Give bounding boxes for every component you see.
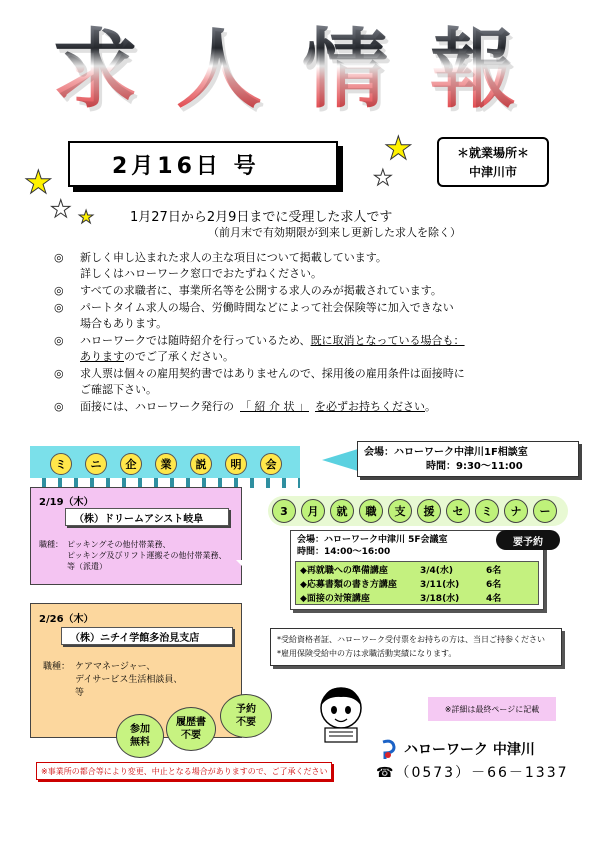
note-text: 詳しくはハローワーク窓口でおたずねください。 [80, 267, 322, 280]
seminar-capacity: 4名 [486, 593, 502, 604]
double-circle-icon: ◎ [54, 400, 64, 413]
double-circle-icon: ◎ [54, 334, 64, 347]
mascot-icon [315, 684, 367, 744]
briefing-time: 時間：9:30～11:00 [426, 461, 523, 472]
note-text: すべての求職者に、事業所名等を公開する求人のみが掲載されています。 [80, 284, 442, 297]
banner-char: 会 [260, 453, 282, 475]
note-underlined-text: あります [80, 350, 124, 363]
banner-char: 明 [225, 453, 247, 475]
memo-text: *受給資格者証、ハローワーク受付票をお持ちの方は、当日ご持参ください [277, 635, 545, 644]
job-type: 等 [75, 688, 85, 698]
star-icon: ★ [78, 207, 95, 228]
seminar-char: セ [446, 499, 470, 523]
note-text: パートタイム求人の場合、労働時間などによって社会保険等に加入できない [80, 301, 454, 314]
seminar-list [295, 561, 539, 605]
note-underlined-text: を必ずお持ちください [315, 400, 425, 413]
hellowork-name: ハローワーク 中津川 [404, 742, 535, 758]
hellowork-logo-icon [377, 739, 399, 761]
job-type: デイサービス生活相談員、 [75, 675, 183, 685]
banner-char: 説 [190, 453, 212, 475]
seminar-char: 3 [272, 499, 296, 523]
work-location-label: ＊就業場所＊ [456, 146, 529, 160]
double-circle-icon: ◎ [54, 367, 64, 380]
seminar-char: 職 [359, 499, 383, 523]
briefing-venue: 会場：ハローワーク中津川1F相談室 [364, 447, 528, 458]
note-text: 新しく申し込まれた求人の主な項目について掲載しています。 [80, 251, 387, 264]
star-icon: ★ [373, 166, 393, 191]
issue-date: 2月16日 号 [68, 141, 338, 187]
title-char-4: 報 [430, 20, 516, 120]
job-label: 職種： [39, 540, 63, 549]
seminar-venue: 会場：ハローワーク中津川 5F会議室 [297, 535, 448, 545]
note-text: のでご了承ください。 [124, 350, 234, 363]
seminar-char: 援 [417, 499, 441, 523]
note-text: ハローワークでは随時紹介を行っているため、 [80, 334, 311, 347]
seminar-row [296, 562, 538, 576]
note-underlined-text: 既に取消となっている場合も： [310, 334, 465, 347]
banner-char: 業 [155, 453, 177, 475]
job-type: ピッキング及びリフト運搬その他付帯業務、 [67, 551, 227, 560]
note-text: 求人票は個々の雇用契約書ではありませんので、採用後の雇用条件は面接時に [80, 367, 465, 380]
seminar-title: ◆面接の対策講座 [300, 593, 370, 604]
seminar-time: 時間：14:00～16:00 [297, 547, 391, 557]
note-text: 場合もあります。 [80, 317, 168, 330]
note-item [54, 300, 554, 332]
arrow-left-icon [322, 449, 358, 471]
note-item [54, 366, 554, 398]
note-item [54, 283, 554, 299]
seminar-title: ◆応募書類の書き方講座 [300, 579, 397, 590]
hellowork-phone: ☎（0573）－66－1337 [376, 765, 569, 781]
seminar-capacity: 6名 [486, 565, 502, 576]
work-location-box [437, 137, 549, 187]
seminar-char: 支 [388, 499, 412, 523]
seminar-char: ナ [504, 499, 528, 523]
seminar-date: 3/11(水) [420, 579, 460, 590]
no-reservation-badge: 予約 不要 [220, 694, 272, 738]
star-icon: ★ [384, 129, 413, 167]
banner-char: 企 [120, 453, 142, 475]
briefing-venue-box [357, 441, 579, 477]
note-item [54, 250, 554, 282]
company-name: （株）ドリームアシスト岐阜 [65, 508, 229, 526]
note-text: 面接には、ハローワーク発行の [80, 400, 234, 413]
seminar-char: ー [533, 499, 557, 523]
change-notice: ※事業所の都合等により変更、中止となる場合がありますので、ご了承ください [36, 762, 332, 780]
job-type: 等（派遣） [67, 562, 107, 571]
intro-text: 1月27日から2月9日までに受理した求人です [130, 210, 393, 225]
seminar-capacity: 6名 [486, 579, 502, 590]
double-circle-icon: ◎ [54, 284, 64, 297]
company-date: 2/19（木） [39, 497, 94, 508]
details-note: ※詳細は最終ページに記載 [428, 697, 556, 721]
title-char-2: 人 [176, 20, 262, 120]
seminar-title: ◆再就職への準備講座 [300, 565, 388, 576]
note-text: ご確認下さい。 [80, 383, 157, 396]
card-corner-fold [236, 560, 266, 590]
seminar-row [296, 590, 538, 604]
star-icon: ★ [24, 163, 53, 201]
double-circle-icon: ◎ [54, 251, 64, 264]
note-item [54, 333, 554, 365]
job-type: ピッキングその他付帯業務、 [67, 540, 171, 549]
company-name: （株）ニチイ学館多治見支店 [61, 627, 233, 645]
company-date: 2/26（木） [39, 614, 94, 625]
seminar-char: ミ [475, 499, 499, 523]
seminar-date: 3/4(水) [420, 565, 454, 576]
bring-documents-note [270, 628, 562, 666]
page-title [52, 20, 552, 130]
job-type: ケアマネージャー、 [75, 662, 156, 672]
intro-subtext: （前月末で有効期限が到来し更新した求人を除く） [208, 226, 461, 239]
seminar-row [296, 576, 538, 590]
company-card-1 [30, 487, 242, 585]
title-char-1: 求 [52, 20, 138, 120]
work-location-city: 中津川市 [468, 165, 517, 179]
seminar-date: 3/18(水) [420, 593, 460, 604]
title-char-3: 情 [302, 20, 388, 120]
job-label: 職種： [43, 662, 71, 672]
no-resume-badge: 履歴書 不要 [166, 707, 216, 751]
double-circle-icon: ◎ [54, 301, 64, 314]
memo-text: *雇用保険受給中の方は求職活動実績になります。 [277, 649, 457, 658]
seminar-char: 月 [301, 499, 325, 523]
banner-char: ミ [50, 453, 72, 475]
reservation-required-badge: 要予約 [496, 530, 560, 550]
seminar-char: 就 [330, 499, 354, 523]
note-text: 。 [425, 400, 436, 413]
note-item [54, 399, 554, 415]
star-icon: ★ [50, 195, 72, 223]
referral-letter-text: 「 紹 介 状 」 [240, 400, 309, 413]
notes-list [54, 250, 554, 416]
free-badge: 参加 無料 [116, 714, 164, 758]
banner-char: ニ [85, 453, 107, 475]
